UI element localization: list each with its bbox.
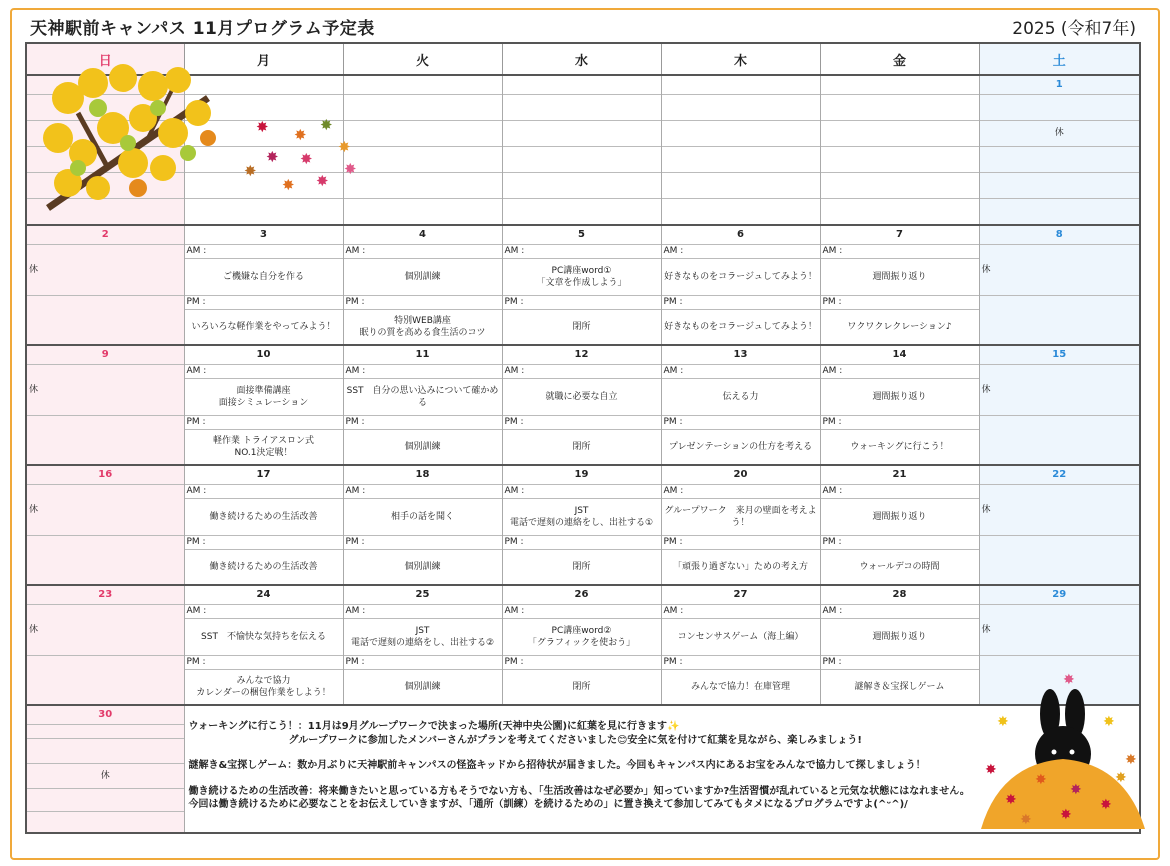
pm-label: PM : [343,296,502,310]
program-cell-am-thu [661,499,820,536]
svg-text:✸: ✸ [316,172,329,190]
day-off-label: 休 [979,365,1140,416]
svg-text:✸: ✸ [1070,782,1082,798]
note-text: 今回は働き続けるために必要なことをお伝えしていきますが、「通所（訓練）を続けるための」に置き換えて参加してみてもタメになるプログラムですよ(^ᵕ^)/ [188,799,908,810]
date-cell-sat: 15 [979,345,1140,365]
week-6-date-row [26,705,1140,725]
rabbit-leaf-pile-icon [975,664,1147,844]
program-text-line: SST 不愉快な気持ちを伝える [201,631,326,642]
pm-label-row [26,536,1140,550]
day-header-tue: 火 [343,43,502,75]
date-cell-sat: 22 [979,465,1140,485]
program-cell-am-thu [661,619,820,656]
pm-label: PM : [661,416,820,430]
sun-cell [26,536,184,586]
program-text-line: PC講座word① [551,265,612,276]
program-cell-am-fri [820,379,979,416]
program-cell-am-tue [343,499,502,536]
date-cell-fri [820,75,979,95]
program-text-line: JST [415,625,430,636]
am-label: AM : [184,605,343,619]
day-header-sun: 日 [26,43,184,75]
am-label: AM : [343,485,502,499]
program-cell-pm-mon [184,670,343,706]
program-text-line: ウォールデコの時間 [859,561,940,572]
pm-program-row [26,550,1140,586]
program-cell-pm-mon [184,430,343,466]
svg-text:✸: ✸ [1060,807,1072,823]
svg-text:✸: ✸ [344,160,357,178]
program-cell-am-mon [184,619,343,656]
program-text-line: 電話で遅刻の連絡をし、出社する① [509,518,654,528]
program-cell-pm-wed [502,670,661,706]
am-label: AM : [502,605,661,619]
program-text-line: みんなで協力！在庫管理 [690,681,790,692]
svg-text:✸: ✸ [256,118,269,136]
day-off-label: 休 [26,605,184,656]
pm-program-row [26,430,1140,466]
date-cell-sun: 2 [26,225,184,245]
program-text-line: ワクワクレクレーション♪ [847,321,952,332]
day-header-wed: 水 [502,43,661,75]
program-text-line: グループワーク 来月の壁面を考えよう！ [664,505,817,528]
note-text: ウォーキングに行こう！：11月は9月グループワークで決まった場所(天神中央公園)に紅葉を見に行きます✨ [188,721,680,732]
program-cell-pm-wed [502,430,661,466]
empty-cell [661,95,820,121]
program-cell-pm-wed [502,550,661,586]
program-text-line: 好きなものをコラージュしてみよう！ [664,321,817,332]
pm-label: PM : [502,656,661,670]
day-off-label: 休 [26,365,184,416]
program-text-line: 軽作業 トライアスロン式 [213,435,314,446]
program-text-line: 面接準備講座 [236,385,291,396]
program-text-line: 面接シミュレーション [218,398,309,408]
svg-text:✸: ✸ [1020,812,1032,828]
week-date-row [26,465,1140,485]
am-program-row [26,259,1140,296]
program-text-line: PC講座word② [551,625,612,636]
am-label: AM : [661,485,820,499]
program-text-line: 閉所 [572,321,591,332]
day-off-label: 休 [26,764,184,789]
day-header-thu: 木 [661,43,820,75]
day-header-mon: 月 [184,43,343,75]
day-off-label: 休 [26,485,184,536]
svg-text:✸: ✸ [338,138,351,156]
empty-cell [979,95,1140,121]
pm-label: PM : [820,416,979,430]
program-cell-pm-thu [661,550,820,586]
empty-cell [502,121,661,147]
empty-cell [502,173,661,199]
am-label-row [26,245,1140,259]
date-cell-sun: 16 [26,465,184,485]
day-off-label: 休 [979,605,1140,656]
note-text: 働き続けるための生活改善：将来働きたいと思っている方もそうでない方も、「生活改善はなぜ必要か」知っていますか?生活習慣が乱れていると元気な状態にはなれません。 [188,785,970,797]
date-cell-sun: 23 [26,585,184,605]
program-text-line: 個別訓練 [404,441,441,452]
empty-cell [661,147,820,173]
date-cell-wed [502,75,661,95]
pm-label: PM : [184,296,343,310]
svg-text:✸: ✸ [266,148,279,166]
pm-label: PM : [343,536,502,550]
am-label: AM : [661,245,820,259]
date-cell-tue: 11 [343,345,502,365]
am-program-row [26,499,1140,536]
svg-text:✸: ✸ [1103,714,1115,730]
svg-text:✸: ✸ [1115,770,1127,786]
program-cell-pm-mon [184,310,343,346]
day-off-label: 休 [979,485,1140,536]
program-text-line: 週間振り返り [872,631,927,642]
sun-cell [26,812,184,834]
empty-cell [343,199,502,226]
am-label-row [26,485,1140,499]
date-cell-tue [343,75,502,95]
program-text-line: いろいろな軽作業をやってみよう！ [191,321,336,332]
program-cell-pm-tue [343,550,502,586]
sun-cell [26,416,184,466]
program-cell-am-wed [502,259,661,296]
pm-label: PM : [184,536,343,550]
program-text-line: 働き続けるための生活改善 [209,561,318,572]
date-cell-tue: 18 [343,465,502,485]
am-label: AM : [661,365,820,379]
date-cell-wed: 26 [502,585,661,605]
program-text-line: 電話で遅刻の連絡をし、出社する② [350,638,495,648]
program-text-line: 週間振り返り [872,391,927,402]
date-cell-sun: 30 [26,705,184,725]
empty-cell [820,173,979,199]
program-text-line: 「文章を作成しよう」 [536,278,627,288]
program-cell-am-fri [820,619,979,656]
week-date-row [26,345,1140,365]
svg-text:✸: ✸ [997,714,1009,730]
svg-text:✸: ✸ [985,762,997,778]
note-text: 謎解き&宝探しゲーム：数か月ぶりに天神駅前キャンパスの怪盗キッドから招待状が届きました。今回もキャンパス内にあるお宝をみんなで協力して探しましょう！ [188,760,926,771]
svg-text:✸: ✸ [320,116,333,134]
date-cell-thu: 27 [661,585,820,605]
program-text-line: 個別訓練 [404,271,441,282]
date-cell-fri: 14 [820,345,979,365]
svg-text:✸: ✸ [300,150,313,168]
date-cell-sat: 1 [979,75,1140,95]
empty-cell [979,147,1140,173]
svg-text:✸: ✸ [282,176,295,194]
pm-label: PM : [820,536,979,550]
pm-label: PM : [184,656,343,670]
svg-text:✸: ✸ [294,126,307,144]
program-cell-am-tue [343,619,502,656]
empty-cell [820,121,979,147]
day-off-label: 休 [26,245,184,296]
am-label: AM : [184,365,343,379]
program-text-line: みんなで協力 [236,675,291,686]
svg-text:✸: ✸ [1125,752,1137,768]
am-label: AM : [820,245,979,259]
date-cell-sat: 8 [979,225,1140,245]
pm-label: PM : [661,656,820,670]
program-text-line: 週間振り返り [872,271,927,282]
day-off-label: 休 [979,245,1140,296]
program-text-line: 閉所 [572,561,591,572]
empty-cell [661,173,820,199]
empty-cell [979,173,1140,199]
am-label: AM : [820,605,979,619]
program-cell-am-tue [343,259,502,296]
sun-cell [26,739,184,764]
sun-cell [26,789,184,812]
am-label: AM : [184,245,343,259]
svg-text:✸: ✸ [244,162,257,180]
program-text-line: 個別訓練 [404,561,441,572]
pm-label: PM : [343,416,502,430]
date-cell-wed: 12 [502,345,661,365]
program-cell-pm-mon [184,550,343,586]
am-label: AM : [820,365,979,379]
date-cell-wed: 5 [502,225,661,245]
program-text-line: 働き続けるための生活改善 [209,511,318,522]
am-label: AM : [184,485,343,499]
day-header-sat: 土 [979,43,1140,75]
svg-text:✸: ✸ [1035,772,1047,788]
date-cell-thu: 6 [661,225,820,245]
program-cell-am-wed [502,619,661,656]
date-cell-mon: 3 [184,225,343,245]
pm-label: PM : [343,656,502,670]
program-cell-pm-tue [343,310,502,346]
program-cell-am-fri [820,259,979,296]
program-text-line: コンセンサスゲーム（海上編） [677,631,804,642]
am-label: AM : [343,605,502,619]
empty-cell [820,199,979,226]
am-program-row [26,619,1140,656]
program-cell-pm-tue [343,670,502,706]
program-cell-pm-thu [661,310,820,346]
am-label: AM : [661,605,820,619]
program-text-line: JST [574,505,589,516]
program-text-line: 好きなものをコラージュしてみよう！ [664,271,817,282]
am-label-row [26,605,1140,619]
pm-label: PM : [820,296,979,310]
program-cell-am-fri [820,499,979,536]
sat-cell [979,416,1140,466]
pm-label-row [26,656,1140,670]
am-label: AM : [343,365,502,379]
date-cell-thu: 13 [661,345,820,365]
sun-cell [26,656,184,706]
svg-text:✸: ✸ [1005,792,1017,808]
svg-text:✸: ✸ [1063,672,1075,688]
day-header-fri: 金 [820,43,979,75]
sun-cell [26,296,184,346]
svg-text:✸: ✸ [1100,797,1112,813]
program-cell-am-mon [184,259,343,296]
program-cell-am-mon [184,499,343,536]
program-cell-am-thu [661,259,820,296]
date-cell-mon: 17 [184,465,343,485]
maple-leaves-icon [238,112,368,197]
program-text-line: 伝える力 [722,391,759,402]
sat-cell [979,536,1140,586]
program-text-line: 週間振り返り [872,511,927,522]
pm-label: PM : [820,656,979,670]
sat-cell [979,296,1140,346]
program-text-line: SST 自分の思い込みについて確かめる [346,385,499,408]
date-cell-fri: 28 [820,585,979,605]
program-cell-am-tue [343,379,502,416]
program-text-line: 個別訓練 [404,681,441,692]
pm-label: PM : [502,296,661,310]
date-cell-tue: 25 [343,585,502,605]
pm-program-row [26,310,1140,346]
date-cell-thu: 20 [661,465,820,485]
program-text-line: 閉所 [572,441,591,452]
program-text-line: 「グラフィックを使おう」 [527,638,636,648]
empty-cell [820,147,979,173]
pm-label: PM : [661,296,820,310]
week-date-row [26,225,1140,245]
empty-cell [820,95,979,121]
pm-label: PM : [661,536,820,550]
program-cell-pm-wed [502,310,661,346]
program-cell-am-wed [502,499,661,536]
ginkgo-branch-icon [38,58,228,218]
pm-label-row [26,296,1140,310]
empty-cell [502,95,661,121]
empty-cell [661,121,820,147]
pm-label-row [26,416,1140,430]
program-cell-pm-fri [820,670,979,706]
program-cell-pm-fri [820,430,979,466]
program-cell-pm-fri [820,550,979,586]
sun-cell [26,725,184,739]
page-title: 天神駅前キャンパス 11月プログラム予定表 [30,19,375,39]
program-text-line: 就職に必要な自立 [545,391,618,402]
program-cell-am-wed [502,379,661,416]
program-text-line: 相手の話を聞く [390,511,454,522]
program-cell-am-thu [661,379,820,416]
week-date-row [26,585,1140,605]
date-cell-mon: 10 [184,345,343,365]
program-text-line: ウォーキングに行こう！ [850,441,949,452]
program-text-line: NO.1決定戦！ [234,448,293,458]
am-label: AM : [502,365,661,379]
empty-cell [661,199,820,226]
date-cell-fri: 7 [820,225,979,245]
program-text-line: プレゼンテーションの仕方を考える [668,441,813,452]
pm-program-row [26,670,1140,706]
pm-label: PM : [502,536,661,550]
am-label: AM : [502,485,661,499]
am-label-row [26,365,1140,379]
date-cell-mon: 24 [184,585,343,605]
am-label: AM : [343,245,502,259]
program-text-line: 謎解き＆宝探しゲーム [854,681,945,692]
empty-cell [502,147,661,173]
date-cell-tue: 4 [343,225,502,245]
date-cell-sun: 9 [26,345,184,365]
program-text-line: 「頑張り過ぎない」ための考え方 [672,561,808,572]
date-cell-thu [661,75,820,95]
program-text-line: 特別WEB講座 [394,315,451,326]
pm-label: PM : [184,416,343,430]
year-label: 2025 (令和7年) [1012,19,1136,39]
program-text-line: ご機嫌な自分を作る [222,271,304,282]
pm-label: PM : [502,416,661,430]
note-text: グループワークに参加したメンバーさんがプランを考えてくださいました😊安全に気を付けて紅葉を見ながら、楽しみましょう! [288,734,862,746]
date-cell-wed: 19 [502,465,661,485]
date-cell-fri: 21 [820,465,979,485]
program-cell-am-mon [184,379,343,416]
program-text-line: 眠りの質を高める食生活のコツ [359,328,486,338]
day-off-label: 休 [979,121,1140,147]
program-cell-pm-thu [661,430,820,466]
program-cell-pm-tue [343,430,502,466]
program-text-line: カレンダーの梱包作業をしよう！ [196,688,331,698]
program-cell-pm-thu [661,670,820,706]
am-program-row [26,379,1140,416]
program-text-line: 閉所 [572,681,591,692]
empty-cell [979,199,1140,226]
date-cell-sat: 29 [979,585,1140,605]
empty-cell [502,199,661,226]
am-label: AM : [820,485,979,499]
program-cell-pm-fri [820,310,979,346]
am-label: AM : [502,245,661,259]
